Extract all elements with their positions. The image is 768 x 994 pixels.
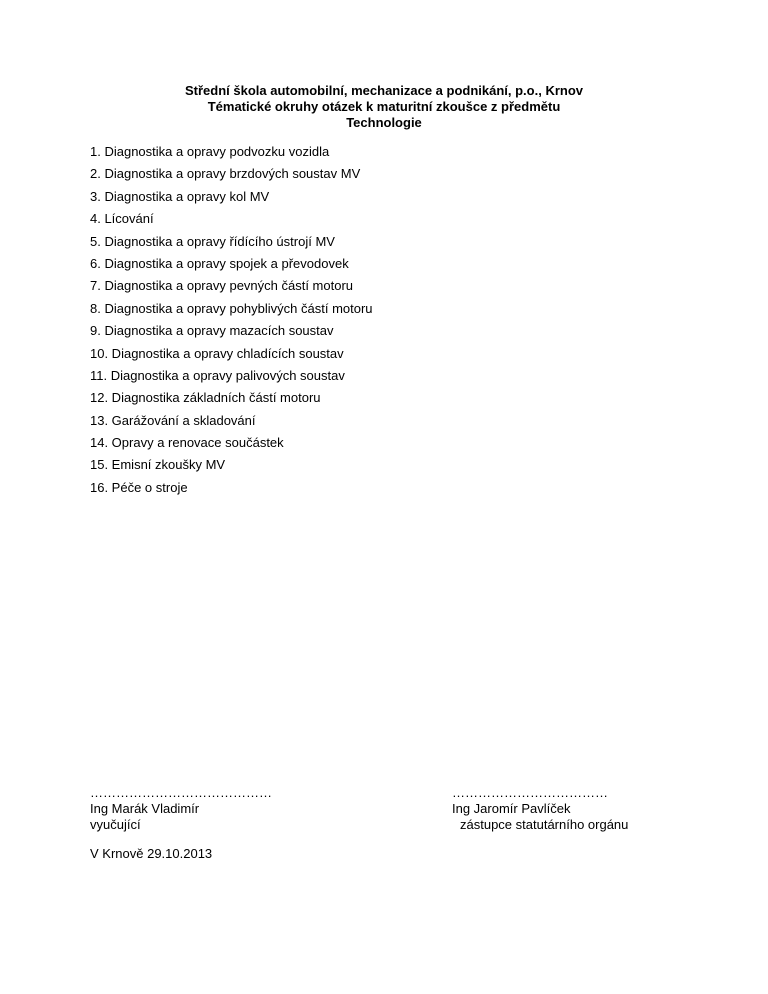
- signature-line: ……………………………………: [90, 785, 272, 800]
- topics-list: [90, 143, 373, 501]
- place-and-date: V Krnově 29.10.2013: [90, 846, 213, 861]
- topic-item: 4. Lícování: [90, 211, 154, 227]
- topic-item: 11. Diagnostika a opravy palivových soustav: [90, 367, 345, 383]
- topic-item: 10. Diagnostika a opravy chladících soustav: [90, 345, 344, 361]
- topic-item: 3. Diagnostika a opravy kol MV: [90, 188, 270, 204]
- document-title: Tématické okruhy otázek k maturitní zkoušce z předmětu: [207, 99, 561, 114]
- topic-item: 13. Garážování a skladování: [90, 412, 256, 428]
- deputy-role: zástupce statutárního orgánu: [460, 817, 629, 832]
- topic-item: 1. Diagnostika a opravy podvozku vozidla: [90, 144, 330, 159]
- deputy-name: Ing Jaromír Pavlíček: [452, 801, 571, 816]
- teacher-signature-block: [90, 785, 272, 833]
- topic-item: 12. Diagnostika základních částí motoru: [90, 390, 321, 406]
- topic-item: 9. Diagnostika a opravy mazacích soustav: [90, 323, 334, 339]
- subject-name: Technologie: [346, 115, 422, 130]
- teacher-name: Ing Marák Vladimír: [90, 801, 200, 816]
- document-header: [0, 83, 768, 131]
- topic-item: 15. Emisní zkoušky MV: [90, 457, 226, 473]
- topic-item: 8. Diagnostika a opravy pohyblivých částí motoru: [90, 300, 373, 316]
- deputy-signature-block: [452, 785, 628, 833]
- school-name: Střední škola automobilní, mechanizace a podnikání, p.o., Krnov: [184, 83, 584, 98]
- topic-item: 6. Diagnostika a opravy spojek a převodovek: [90, 255, 349, 271]
- topic-item: 7. Diagnostika a opravy pevných částí motoru: [90, 278, 354, 294]
- topic-item: 14. Opravy a renovace součástek: [90, 435, 284, 451]
- teacher-role: vyučující: [90, 817, 141, 832]
- topic-item: 2. Diagnostika a opravy brzdových soustav MV: [90, 166, 361, 182]
- topic-item: 5. Diagnostika a opravy řídícího ústrojí MV: [90, 233, 335, 249]
- topic-item: 16. Péče o stroje: [90, 479, 188, 495]
- signature-line: ………………………………: [452, 785, 608, 800]
